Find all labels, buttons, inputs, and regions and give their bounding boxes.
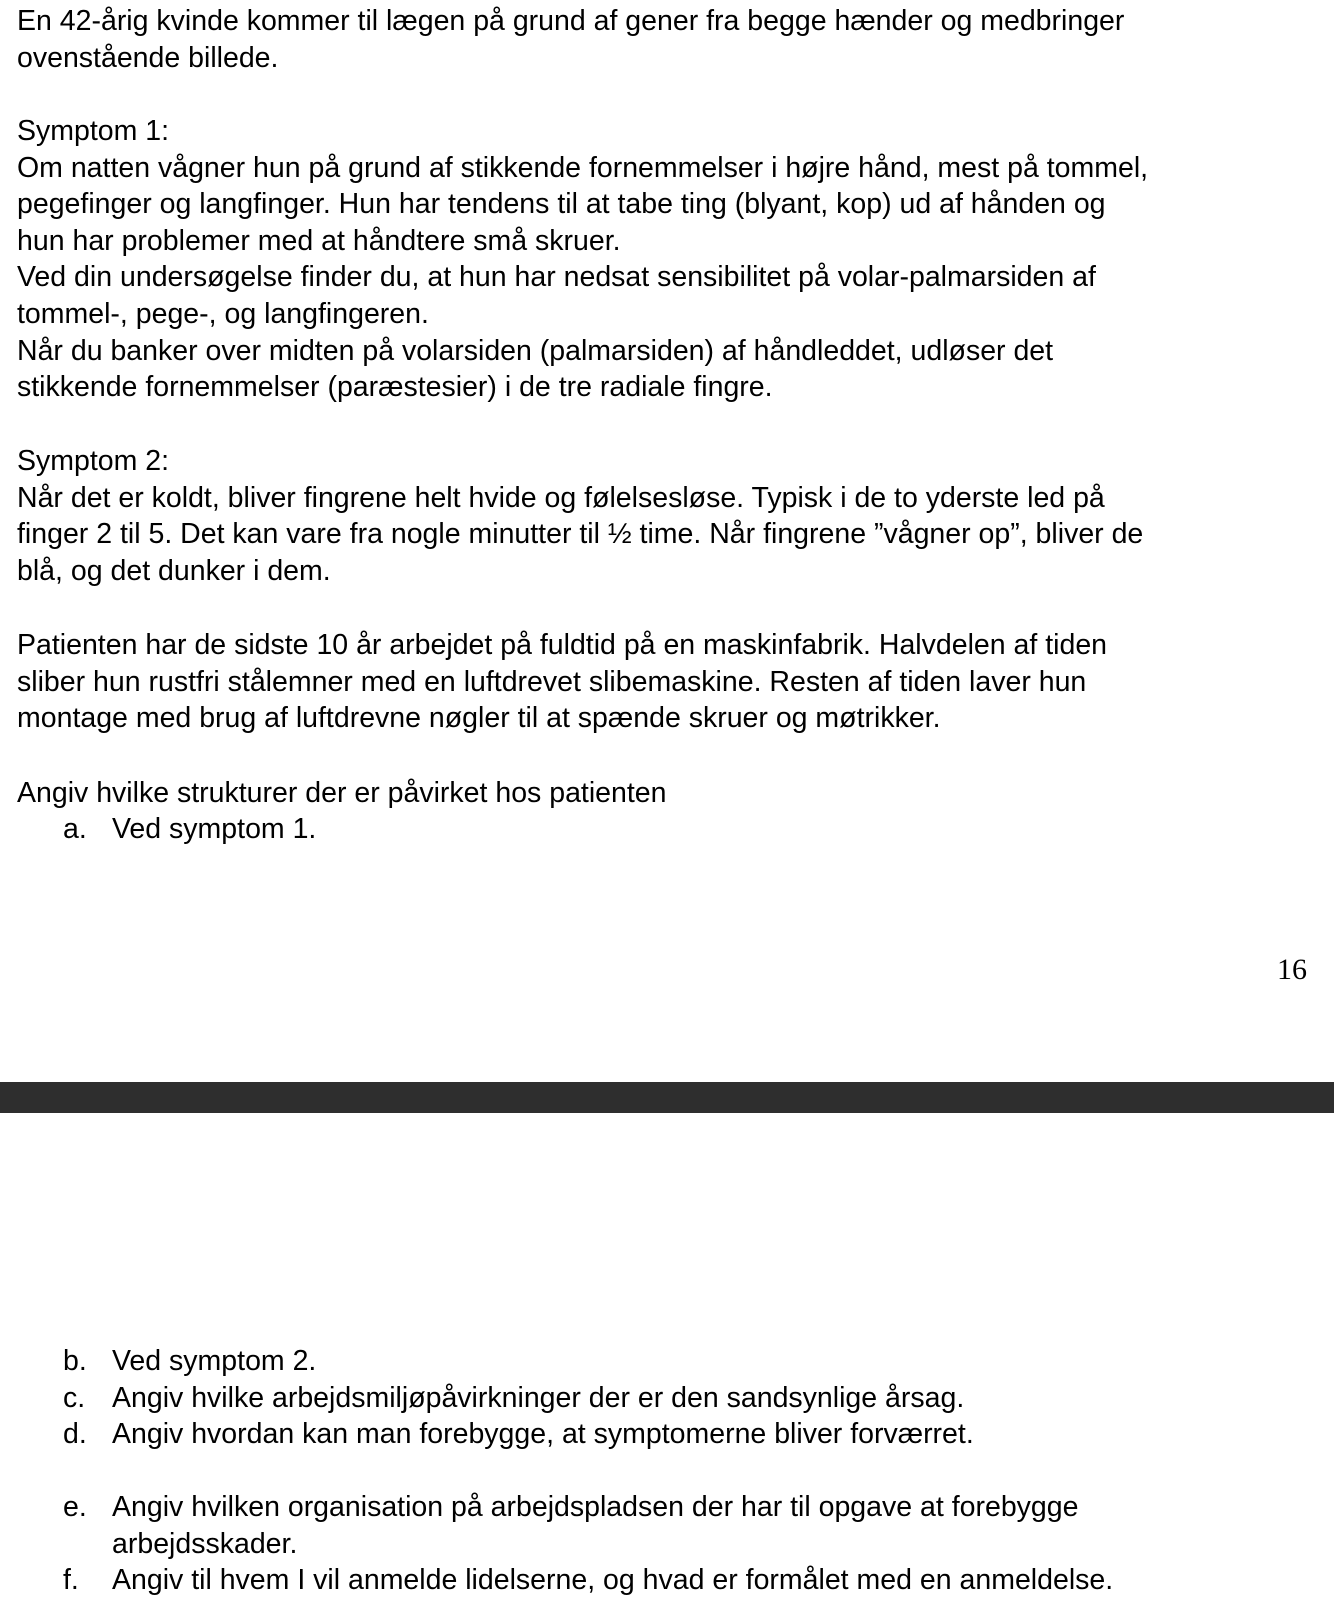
question-prompt-text: Angiv hvilke strukturer der er påvirket hos patienten (17, 777, 667, 809)
list-item-line: arbejdsskader. (112, 1527, 298, 1560)
symptom1-line: pegefinger og langfinger. Hun har tendens til at tabe ting (blyant, kop) ud af hånden og (17, 188, 1106, 221)
list-item-text: Angiv hvordan kan man forebygge, at symptomerne bliver forværret. (112, 1418, 974, 1450)
symptom2-line: blå, og det dunker i dem. (17, 554, 331, 587)
symptom1-section (17, 113, 1317, 406)
intro-line: ovenstående billede. (17, 41, 279, 74)
symptom2-line: Når det er koldt, bliver fingrene helt hvide og følelsesløse. Typisk i de to yderste led på (17, 481, 1105, 514)
intro-line: En 42-årig kvinde kommer til lægen på grund af gener fra begge hænder og medbringer (17, 5, 1125, 37)
symptom1-line: tommel-, pege-, og langfingeren. (17, 297, 429, 330)
page-number: 16 (1277, 953, 1307, 986)
list-marker: e. (63, 1491, 87, 1523)
occupation-line: sliber hun rustfri stålemner med en luftdrevet slibemaskine. Resten af tiden laver hun (17, 665, 1087, 698)
symptom1-line: hun har problemer med at håndtere små skruer. (17, 224, 621, 257)
list-marker: a. (63, 813, 87, 845)
occupation-line: montage med brug af luftdrevne nøgler til at spænde skruer og møtrikker. (17, 702, 941, 735)
symptom2-section (17, 443, 1317, 589)
symptom1-heading: Symptom 1: (17, 115, 170, 147)
list-item-line: Angiv hvilken organisation på arbejdspladsen der har til opgave at forebygge (112, 1491, 1079, 1523)
intro-paragraph (17, 3, 1317, 76)
occupation-paragraph (17, 627, 1317, 737)
symptom2-heading: Symptom 2: (17, 445, 170, 477)
list-item-text: Angiv hvilke arbejdsmiljøpåvirkninger der er den sandsynlige årsag. (112, 1382, 965, 1414)
list-item-text: Ved symptom 1. (112, 813, 317, 845)
page-break-divider (0, 1082, 1334, 1113)
symptom1-line: Ved din undersøgelse finder du, at hun har nedsat sensibilitet på volar-palmarsiden af (17, 261, 1096, 294)
list-item-text: Ved symptom 2. (112, 1345, 317, 1377)
list-item-text: Angiv til hvem I vil anmelde lidelserne, og hvad er formålet med en anmeldelse. (112, 1564, 1114, 1596)
occupation-line: Patienten har de sidste 10 år arbejdet på fuldtid på en maskinfabrik. Halvdelen af tiden (17, 629, 1108, 661)
list-marker: f. (63, 1564, 79, 1596)
question-prompt (17, 775, 1317, 812)
symptom2-line: finger 2 til 5. Det kan vare fra nogle minutter til ½ time. Når fingrene ”vågner op”, bliver de (17, 518, 1144, 551)
list-marker: c. (63, 1382, 86, 1414)
list-marker: d. (63, 1418, 87, 1450)
list-item-text (112, 1489, 1292, 1562)
symptom1-line: Om natten vågner hun på grund af stikkende fornemmelser i højre hånd, mest på tommel, (17, 151, 1149, 184)
symptom1-line: stikkende fornemmelser (paræstesier) i de tre radiale fingre. (17, 371, 773, 404)
list-marker: b. (63, 1345, 87, 1377)
symptom1-line: Når du banker over midten på volarsiden (palmarsiden) af håndleddet, udløser det (17, 334, 1054, 367)
